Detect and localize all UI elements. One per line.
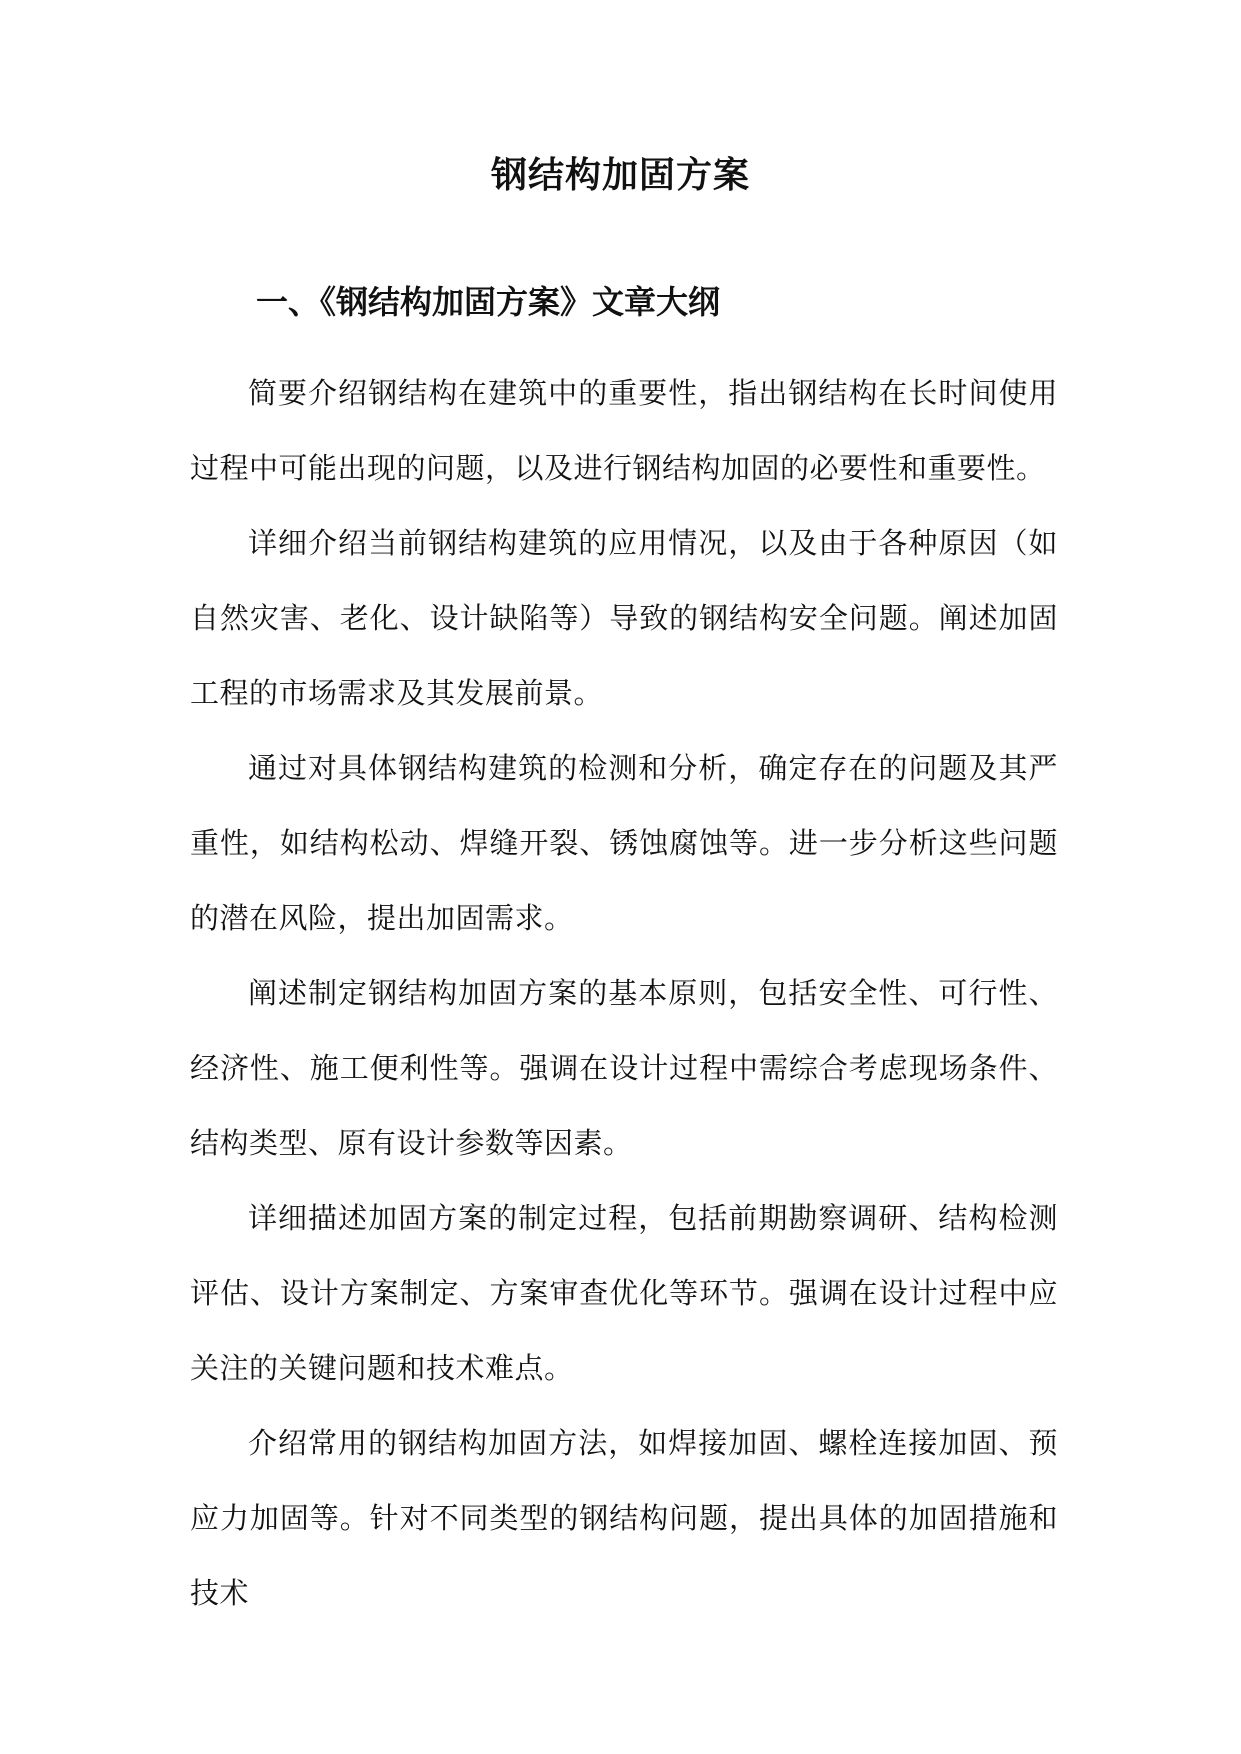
paragraph-1: 简要介绍钢结构在建筑中的重要性，指出钢结构在长时间使用过程中可能出现的问题，以及进行钢结构加固的必要性和重要性。 <box>190 376 1058 485</box>
document-title: 钢结构加固方案 <box>490 155 750 196</box>
document-body <box>190 356 1058 1631</box>
paragraph-6: 介绍常用的钢结构加固方法，如焊接加固、螺栓连接加固、预应力加固等。针对不同类型的钢结构问题，提出具体的加固措施和技术 <box>190 1426 1058 1610</box>
section-heading: 一、《钢结构加固方案》文章大纲 <box>256 283 721 321</box>
paragraph-3: 通过对具体钢结构建筑的检测和分析，确定存在的问题及其严重性，如结构松动、焊缝开裂、锈蚀腐蚀等。进一步分析这些问题的潜在风险，提出加固需求。 <box>190 751 1058 935</box>
paragraph-4: 阐述制定钢结构加固方案的基本原则，包括安全性、可行性、经济性、施工便利性等。强调在设计过程中需综合考虑现场条件、结构类型、原有设计参数等因素。 <box>190 976 1058 1160</box>
paragraph-2: 详细介绍当前钢结构建筑的应用情况，以及由于各种原因（如自然灾害、老化、设计缺陷等）导致的钢结构安全问题。阐述加固工程的市场需求及其发展前景。 <box>190 526 1058 710</box>
paragraph-5: 详细描述加固方案的制定过程，包括前期勘察调研、结构检测评估、设计方案制定、方案审查优化等环节。强调在设计过程中应关注的关键问题和技术难点。 <box>190 1201 1058 1385</box>
